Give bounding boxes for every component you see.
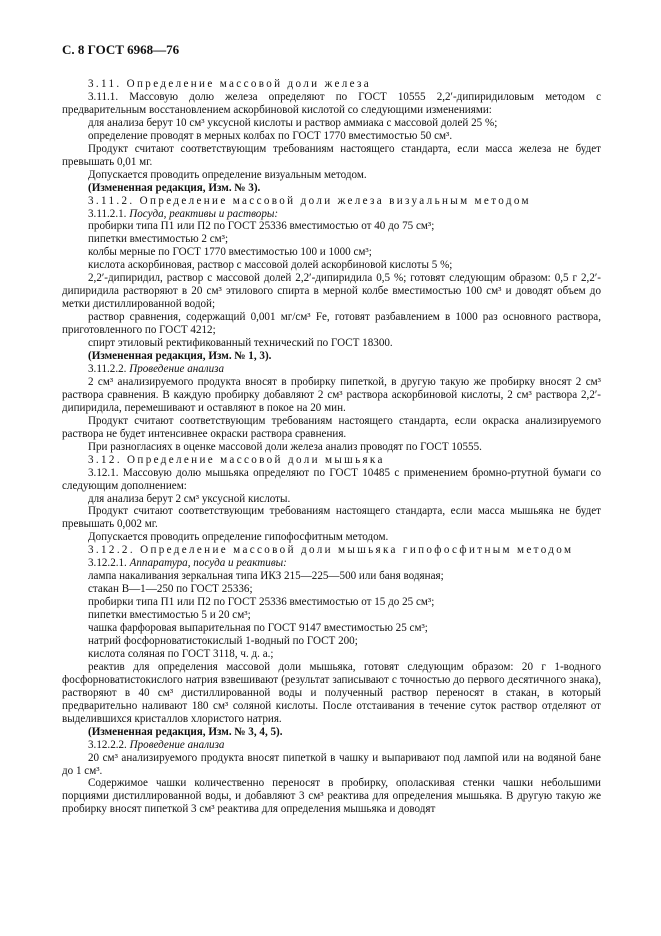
subsection-title: Проведение анализа bbox=[129, 362, 225, 375]
paragraph: 20 см³ анализируемого продукта вносят пипеткой в чашку и выпаривают под лампой или на водяной бане до 1 см³. bbox=[62, 751, 601, 777]
paragraph: для анализа берут 2 см³ уксусной кислоты. bbox=[88, 492, 291, 505]
subsection-number: 3.11.2.1. bbox=[88, 207, 130, 220]
paragraph: Допускается проводить определение гипофосфитным методом. bbox=[88, 531, 389, 544]
list-item: 2,2′-дипиридил, раствор с массовой долей 2,2′-дипиридила 0,5 %; готовят следующим образом: 0,5 г 2,2′-дипиридила растворяют в 20 см³ этилового спирта в мерной колбе вместимостью 100 см³ и доводят объем до метки дистиллированной водой; bbox=[62, 272, 601, 311]
section-heading: 3.11. Определение массовой доли железа bbox=[88, 78, 372, 90]
subsection-heading bbox=[62, 363, 601, 376]
list-item: чашка фарфоровая выпарительная по ГОСТ 9147 вместимостью 25 см³; bbox=[88, 622, 428, 635]
subsection-heading bbox=[62, 739, 601, 752]
list-item: пипетки вместимостью 5 и 20 см³; bbox=[88, 609, 251, 622]
list-item: реактив для определения массовой доли мышьяка, готовят следующим образом: 20 г 1-водного фосфорноватистокислого натрия взвешивают (результат записывают с точностью до первого десятичного знака), растворяют в 40 см³ дистиллированной воды и полученный раствор переносят в стакан, в который предварительно наливают 180 см³ соляной кислоты. После отстаивания в течение суток раствор отделяют от выделившихся кристаллов хлористого натрия. bbox=[62, 660, 601, 725]
list-item: пипетки вместимостью 2 см³; bbox=[88, 233, 229, 246]
document-body bbox=[62, 78, 601, 816]
list-item: раствор сравнения, содержащий 0,001 мг/см³ Fe, готовят разбавлением в 1000 раз основного раствора, приготовленного по ГОСТ 4212; bbox=[62, 311, 601, 337]
paragraph: определение проводят в мерных колбах по ГОСТ 1770 вместимостью 50 см³. bbox=[88, 129, 453, 142]
subsection-heading bbox=[62, 557, 601, 570]
subsection-title: Посуда, реактивы и растворы: bbox=[129, 207, 279, 220]
list-item: спирт этиловый ректификованный технический по ГОСТ 18300. bbox=[88, 337, 393, 350]
list-item: кислота соляная по ГОСТ 3118, ч. д. а.; bbox=[88, 647, 274, 660]
section-heading: 3.12. Определение массовой доли мышьяка bbox=[88, 453, 385, 466]
paragraph: для анализа берут 10 см³ уксусной кислоты и раствор аммиака с массовой долей 25 %; bbox=[88, 116, 498, 129]
paragraph: 3.12.1. Массовую долю мышьяка определяют по ГОСТ 10485 с применением бромно-ртутной бумаги со следующим дополнением: bbox=[62, 466, 601, 492]
paragraph: Продукт считают соответствующим требованиям настоящего стандарта, если окраска анализируемого раствора не будет интенсивнее окраски раствора сравнения. bbox=[62, 414, 601, 440]
list-item: натрий фосфорноватистокислый 1-водный по ГОСТ 200; bbox=[88, 634, 358, 647]
revision-note: (Измененная редакция, Изм. № 3). bbox=[88, 181, 261, 194]
subsection-number: 3.11.2.2. bbox=[88, 362, 130, 375]
page-header: С. 8 ГОСТ 6968—76 bbox=[62, 42, 180, 57]
paragraph: 3.11.1. Массовую долю железа определяют по ГОСТ 10555 2,2′-дипиридиловым методом с предварительным восстановлением аскорбиновой кислотой со следующими изменениями: bbox=[62, 90, 601, 116]
paragraph: Допускается проводить определение визуальным методом. bbox=[88, 168, 367, 181]
revision-note: (Измененная редакция, Изм. № 1, 3). bbox=[88, 350, 272, 363]
paragraph: При разногласиях в оценке массовой доли железа анализ проводят по ГОСТ 10555. bbox=[88, 440, 482, 453]
list-item: пробирки типа П1 или П2 по ГОСТ 25336 вместимостью от 40 до 75 см³; bbox=[88, 220, 435, 233]
section-heading: 3.11.2. Определение массовой доли железа визуальным методом bbox=[88, 194, 531, 207]
paragraph: Продукт считают соответствующим требованиям настоящего стандарта, если масса мышьяка не будет превышать 0,002 мг. bbox=[62, 505, 601, 531]
revision-note: (Измененная редакция, Изм. № 3, 4, 5). bbox=[88, 725, 283, 738]
subsection-title: Аппаратура, посуда и реактивы: bbox=[129, 557, 287, 570]
list-item: стакан В—1—250 по ГОСТ 25336; bbox=[88, 583, 253, 596]
paragraph: Продукт считают соответствующим требованиям настоящего стандарта, если масса железа не будет превышать 0,01 мг. bbox=[62, 142, 601, 168]
list-item: пробирки типа П1 или П2 по ГОСТ 25336 вместимостью от 15 до 25 см³; bbox=[88, 596, 435, 609]
section-heading: 3.12.2. Определение массовой доли мышьяка гипофосфитным методом bbox=[88, 544, 574, 557]
subsection-number: 3.12.2.2. bbox=[88, 738, 130, 751]
subsection-title: Проведение анализа bbox=[129, 738, 225, 751]
list-item: колбы мерные по ГОСТ 1770 вместимостью 100 и 1000 см³; bbox=[88, 246, 372, 259]
list-item: лампа накаливания зеркальная типа ИКЗ 215—225—500 или баня водяная; bbox=[88, 570, 444, 583]
paragraph: Содержимое чашки количественно переносят в пробирку, ополаскивая стенки чашки небольшими порциями дистиллированной воды, и добавляют 3 см³ реактива для определения мышьяка. В другую такую же пробирку вносят пипеткой 3 см³ реактива для определения мышьяка и доводят bbox=[62, 777, 601, 816]
subsection-heading bbox=[62, 208, 601, 221]
list-item: кислота аскорбиновая, раствор с массовой долей аскорбиновой кислоты 5 %; bbox=[88, 259, 453, 272]
subsection-number: 3.12.2.1. bbox=[88, 557, 130, 570]
paragraph: 2 см³ анализируемого продукта вносят в пробирку пипеткой, в другую такую же пробирку вносят 2 см³ раствора сравнения. В каждую пробирку добавляют 2 см³ раствора аскорбиновой кислоты, 2 см³ раствора 2,2′-дипиридила, перемешивают и оставляют в покое на 20 мин. bbox=[62, 375, 601, 414]
